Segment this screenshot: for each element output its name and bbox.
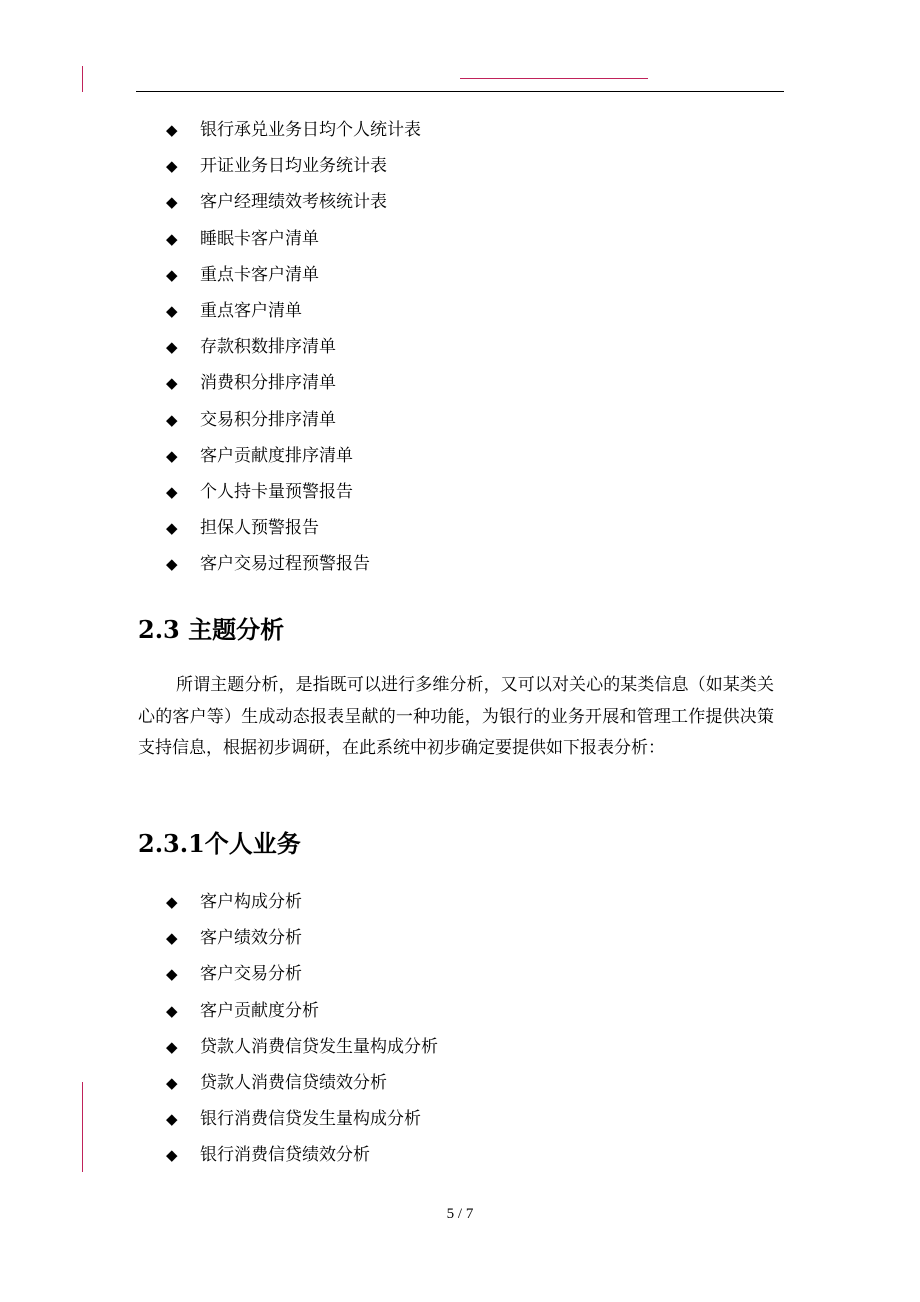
list-item (166, 329, 421, 365)
diamond-bullet-icon: ◆ (166, 446, 178, 465)
list-item-label: 存款积数排序清单 (200, 337, 336, 358)
list-item-label: 贷款人消费信贷发生量构成分析 (200, 1036, 438, 1057)
diamond-bullet-icon: ◆ (166, 1001, 178, 1020)
list-item-label: 睡眠卡客户清单 (200, 228, 319, 249)
list-item (166, 148, 421, 184)
list-item (166, 293, 421, 329)
diamond-bullet-icon: ◆ (166, 929, 178, 948)
list-item (166, 184, 421, 220)
list-item (166, 402, 421, 438)
diamond-bullet-icon: ◆ (166, 1073, 178, 1092)
page-number: 5 / 7 (446, 1206, 474, 1222)
list-item (166, 1029, 438, 1065)
list-item-label: 贷款人消费信贷绩效分析 (200, 1072, 387, 1093)
diamond-bullet-icon: ◆ (166, 301, 178, 320)
body-paragraph: 所谓主题分析，是指既可以进行多维分析，又可以对关心的某类信息（如某类关心的客户等）生成动态报表呈献的一种功能，为银行的业务开展和管理工作提供决策支持信息，根据初步调研，在此系统中初步确定要提供如下报表分析： (138, 675, 774, 758)
list-item (166, 920, 438, 956)
list-item-label: 客户交易过程预警报告 (200, 554, 370, 575)
list-item (166, 1101, 438, 1137)
diamond-bullet-icon: ◆ (166, 555, 178, 574)
list-item-label: 银行消费信贷绩效分析 (200, 1145, 370, 1166)
list-item-label: 客户贡献度排序清单 (200, 445, 353, 466)
diamond-bullet-icon: ◆ (166, 338, 178, 357)
list-item-label: 担保人预警报告 (200, 518, 319, 539)
list-item (166, 510, 421, 546)
list-item-label: 银行承兑业务日均个人统计表 (200, 120, 421, 140)
list-item (166, 112, 421, 148)
list-item (166, 221, 421, 257)
diamond-bullet-icon: ◆ (166, 157, 178, 176)
list-item (166, 1137, 438, 1173)
report-list (166, 112, 421, 582)
list-item (166, 956, 438, 992)
list-item-label: 客户交易分析 (200, 964, 302, 985)
list-item-label: 开证业务日均业务统计表 (200, 156, 387, 177)
list-item-label: 客户构成分析 (200, 892, 302, 912)
diamond-bullet-icon: ◆ (166, 374, 178, 393)
diamond-bullet-icon: ◆ (166, 1037, 178, 1056)
margin-line-top (82, 66, 83, 92)
section-heading-2-3: 2.3 主题分析 (138, 615, 285, 644)
header-accent-line (460, 78, 648, 79)
list-item-label: 客户经理绩效考核统计表 (200, 192, 387, 213)
list-item-label: 银行消费信贷发生量构成分析 (200, 1109, 421, 1130)
diamond-bullet-icon: ◆ (166, 893, 178, 911)
header-rule (136, 91, 784, 92)
list-item-label: 客户贡献度分析 (200, 1000, 319, 1021)
list-item-label: 重点卡客户清单 (200, 264, 319, 285)
diamond-bullet-icon: ◆ (166, 519, 178, 538)
diamond-bullet-icon: ◆ (166, 1110, 178, 1129)
analysis-list (166, 884, 438, 1174)
diamond-bullet-icon: ◆ (166, 482, 178, 501)
list-item (166, 474, 421, 510)
list-item (166, 1065, 438, 1101)
list-item (166, 993, 438, 1029)
diamond-bullet-icon: ◆ (166, 410, 178, 429)
list-item (166, 546, 421, 582)
list-item (166, 257, 421, 293)
diamond-bullet-icon: ◆ (166, 229, 178, 248)
list-item (166, 438, 421, 474)
diamond-bullet-icon: ◆ (166, 121, 178, 139)
list-item-label: 重点客户清单 (200, 300, 302, 321)
margin-line-bottom (82, 1082, 83, 1172)
diamond-bullet-icon: ◆ (166, 965, 178, 984)
list-item-label: 客户绩效分析 (200, 928, 302, 949)
list-item-label: 消费积分排序清单 (200, 373, 336, 394)
list-item (166, 884, 438, 920)
diamond-bullet-icon: ◆ (166, 1146, 178, 1165)
section-heading-2-3-1: 2.3.1个人业务 (138, 829, 301, 858)
list-item-label: 交易积分排序清单 (200, 409, 336, 430)
diamond-bullet-icon: ◆ (166, 193, 178, 212)
list-item-label: 个人持卡量预警报告 (200, 481, 353, 502)
list-item (166, 365, 421, 401)
diamond-bullet-icon: ◆ (166, 265, 178, 284)
